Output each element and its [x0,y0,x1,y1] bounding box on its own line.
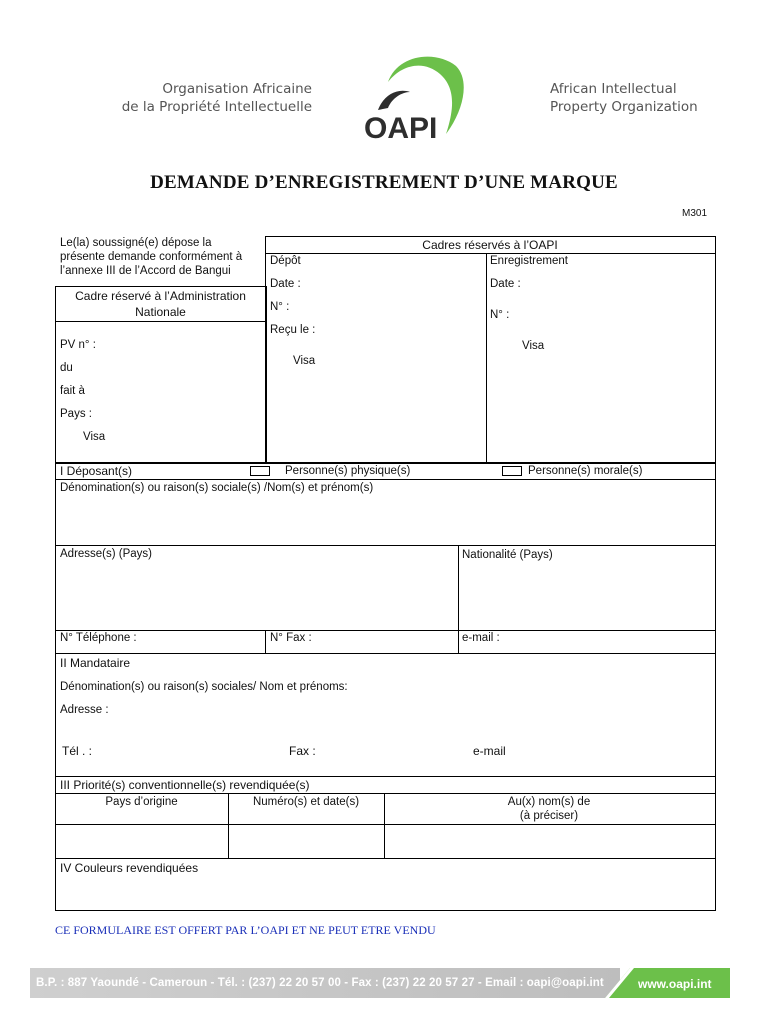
divider [55,653,715,654]
personne-physique-label: Personne(s) physique(s) [285,465,411,477]
depot-date-field[interactable]: Date : [270,278,301,290]
oapi-box-heading: Cadres réservés à l’OAPI [422,238,558,252]
col-pays-origine: Pays d’origine [105,796,178,808]
oapi-logo-graphic [358,52,470,147]
form-title: DEMANDE D’ENREGISTREMENT D’UNE MARQUE [150,172,618,193]
couleurs-field[interactable] [56,878,713,908]
oapi-reserved-box [265,236,716,464]
col-au-nom-de-line1: Au(x) nom(s) de [507,796,591,808]
pv-number-field[interactable]: PV n° : [60,339,96,351]
depot-number-field[interactable]: N° : [270,301,290,313]
divider [458,630,459,653]
fait-a-field[interactable]: fait à [60,385,85,397]
enregistrement-visa-field[interactable]: Visa [522,340,545,352]
form-code: M301 [682,208,708,219]
pays-field[interactable]: Pays : [60,408,92,420]
mandataire-tel-field[interactable]: Tél . : [62,744,93,758]
mandataire-adresse-field[interactable]: Adresse : [60,704,109,716]
org-name-fr [112,80,312,116]
logo-text: OAPI [364,112,438,145]
deposant-denomination-field[interactable]: Dénomination(s) ou raison(s) sociale(s) /Nom(s) et prénom(s) [60,482,374,494]
priorite-numero-cell[interactable] [229,825,384,857]
section2-title: II Mandataire [60,656,131,670]
personne-morale-checkbox[interactable] [502,466,522,476]
org-name-en [550,80,768,116]
deposant-email-field[interactable]: e-mail : [462,632,500,644]
mandataire-fax-field[interactable]: Fax : [289,744,316,758]
depot-label: Dépôt [270,255,301,267]
col-numero-date: Numéro(s) et date(s) [252,796,360,808]
priorite-nom-cell[interactable] [385,825,714,857]
divider [55,321,266,322]
intro-line3: l’annexe III de l’Accord de Bangui [60,265,231,277]
org-name-fr-line2: de la Propriété Intellectuelle [121,99,312,115]
divider [55,479,715,480]
divider [55,776,715,777]
section1-title: I Déposant(s) [60,464,133,478]
enregistrement-number-field[interactable]: N° : [490,309,510,321]
deposant-fax-field[interactable]: N° Fax : [270,632,312,644]
mandataire-denomination-field[interactable]: Dénomination(s) ou raison(s) sociales/ Nom et prénoms: [60,681,348,693]
divider [458,545,459,630]
divider [55,793,715,794]
personne-physique-checkbox[interactable] [250,466,270,476]
admin-visa-field[interactable]: Visa [83,431,106,443]
deposant-adresse-field[interactable]: Adresse(s) (Pays) [60,548,153,560]
org-name-fr-line1: Organisation Africaine [162,81,312,97]
priorite-pays-cell[interactable] [56,825,228,857]
footer-contact: B.P. : 887 Yaoundé - Cameroun - Tél. : (237) 22 20 57 00 - Fax : (237) 22 20 57 27 - Email : oapi@oapi.int [36,977,604,989]
free-form-note: CE FORMULAIRE EST OFFERT PAR L’OAPI ET NE PEUT ETRE VENDU [55,923,436,937]
divider [55,630,715,631]
intro-line2: présente demande conformément à [60,251,243,263]
divider [265,253,715,254]
col-au-nom-de-line2: (à préciser) [519,810,579,822]
depot-visa-field[interactable]: Visa [293,355,316,367]
deposant-nationalite-field[interactable]: Nationalité (Pays) [462,549,553,561]
admin-box-heading-line2: Nationale [135,305,186,319]
personne-morale-label: Personne(s) morale(s) [528,465,643,477]
org-name-en-line1: African Intellectual [550,81,677,97]
org-name-en-line2: Property Organization [550,99,698,115]
enregistrement-date-field[interactable]: Date : [490,278,521,290]
section3-title: III Priorité(s) conventionnelle(s) revendiquée(s) [60,778,310,792]
oapi-logo [358,52,470,147]
divider [265,630,266,653]
footer-website-link[interactable]: www.oapi.int [638,977,712,991]
section4-title: IV Couleurs revendiquées [60,861,199,875]
intro-line1: Le(la) soussigné(e) dépose la [60,237,212,249]
deposant-telephone-field[interactable]: N° Téléphone : [60,632,137,644]
admin-box-heading-line1: Cadre réservé à l’Administration [75,289,246,303]
pv-date-field[interactable]: du [60,362,73,374]
divider [55,858,715,859]
mandataire-email-field[interactable]: e-mail [473,744,506,758]
enregistrement-label: Enregistrement [490,255,568,267]
divider [55,545,715,546]
recu-le-field[interactable]: Reçu le : [270,324,316,336]
divider [486,253,487,462]
